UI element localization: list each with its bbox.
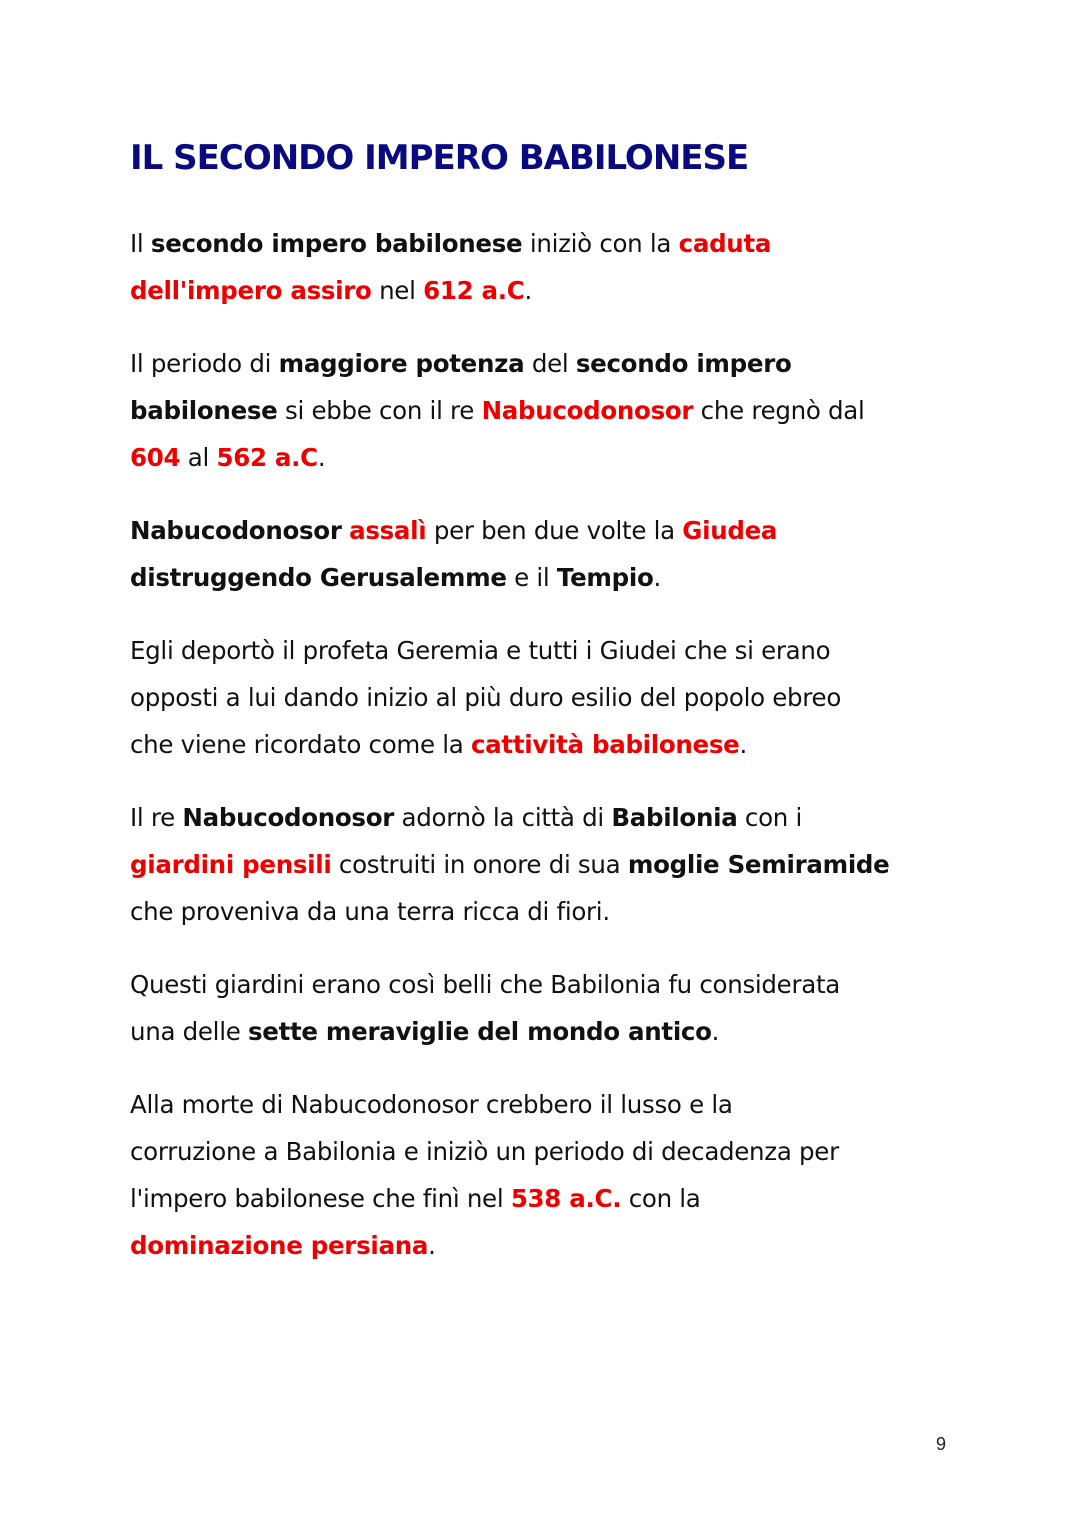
text: l'impero babilonese che finì nel: [130, 1184, 511, 1213]
text: .: [524, 276, 532, 305]
document-body: [130, 220, 990, 1295]
text: nel: [371, 276, 424, 305]
text-line: [130, 1008, 990, 1055]
highlighted-text: cattività babilonese: [470, 730, 740, 759]
highlighted-text: 604: [130, 443, 181, 472]
text-line: [130, 961, 990, 1008]
text: al: [180, 443, 217, 472]
paragraph: [130, 627, 990, 768]
text: Il: [130, 229, 151, 258]
text-line: [130, 507, 990, 554]
text-line: [130, 554, 990, 601]
text: .: [653, 563, 661, 592]
paragraph: [130, 220, 990, 314]
text: e il: [506, 563, 557, 592]
text-line: [130, 794, 990, 841]
text: costruiti in onore di sua: [331, 850, 628, 879]
bold-text: sette meraviglie del mondo antico: [247, 1017, 712, 1046]
bold-text: secondo impero: [575, 349, 792, 378]
text-line: [130, 1128, 990, 1175]
text: Alla morte di Nabucodonosor crebbero il lusso e la: [130, 1090, 733, 1119]
text-line: [130, 1175, 990, 1222]
text: adornò la città di: [394, 803, 612, 832]
paragraph: [130, 961, 990, 1055]
bold-text: babilonese: [130, 396, 278, 425]
highlighted-text: Nabucodonosor: [481, 396, 694, 425]
bold-text: maggiore potenza: [278, 349, 525, 378]
text: Il re: [130, 803, 183, 832]
text: .: [739, 730, 747, 759]
text-line: [130, 1081, 990, 1128]
highlighted-text: dominazione persiana: [130, 1231, 429, 1260]
text-line: [130, 721, 990, 768]
text-line: [130, 1222, 990, 1269]
text: con i: [737, 803, 803, 832]
text-line: [130, 220, 990, 267]
bold-text: Nabucodonosor: [182, 803, 395, 832]
text-line: [130, 340, 990, 387]
text: si ebbe con il re: [277, 396, 482, 425]
paragraph: [130, 507, 990, 601]
highlighted-text: assalì: [349, 516, 427, 545]
highlighted-text: 612 a.C: [423, 276, 525, 305]
bold-text: secondo impero babilonese: [150, 229, 523, 258]
text: che viene ricordato come la: [130, 730, 471, 759]
text: corruzione a Babilonia e iniziò un periodo di decadenza per: [130, 1137, 839, 1166]
bold-text: Babilonia: [611, 803, 738, 832]
text: .: [317, 443, 326, 472]
text: Egli deportò il profeta Geremia e tutti i Giudei che si erano: [130, 636, 831, 665]
text-line: [130, 888, 990, 935]
page-title: IL SECONDO IMPERO BABILONESE: [130, 138, 749, 178]
paragraph: [130, 1081, 990, 1269]
bold-text: Tempio: [556, 563, 654, 592]
text-line: [130, 434, 990, 481]
text: iniziò con la: [522, 229, 679, 258]
highlighted-text: dell'impero assiro: [130, 276, 372, 305]
text-line: [130, 267, 990, 314]
highlighted-text: 562 a.C: [216, 443, 318, 472]
text: Questi giardini erano così belli che Babilonia fu considerata: [130, 970, 840, 999]
text: che regnò dal: [693, 396, 865, 425]
text: del: [524, 349, 576, 378]
bold-text: distruggendo Gerusalemme: [130, 563, 507, 592]
text: .: [711, 1017, 720, 1046]
text: per ben due volte la: [426, 516, 683, 545]
bold-text: moglie Semiramide: [627, 850, 890, 879]
text: .: [428, 1231, 436, 1260]
paragraph: [130, 340, 990, 481]
text: con la: [621, 1184, 701, 1213]
highlighted-text: giardini pensili: [130, 850, 332, 879]
highlighted-text: 538 a.C.: [510, 1184, 622, 1213]
text-line: [130, 841, 990, 888]
text-line: [130, 387, 990, 434]
text: Il periodo di: [130, 349, 279, 378]
text: [342, 516, 350, 545]
page-number: 9: [936, 1434, 947, 1454]
text: che proveniva da una terra ricca di fiori.: [130, 897, 610, 926]
highlighted-text: caduta: [678, 229, 772, 258]
text: una delle: [130, 1017, 248, 1046]
bold-text: Nabucodonosor: [130, 516, 342, 545]
paragraph: [130, 794, 990, 935]
text-line: [130, 674, 990, 721]
text: opposti a lui dando inizio al più duro esilio del popolo ebreo: [130, 683, 842, 712]
text-line: [130, 627, 990, 674]
highlighted-text: Giudea: [682, 516, 778, 545]
